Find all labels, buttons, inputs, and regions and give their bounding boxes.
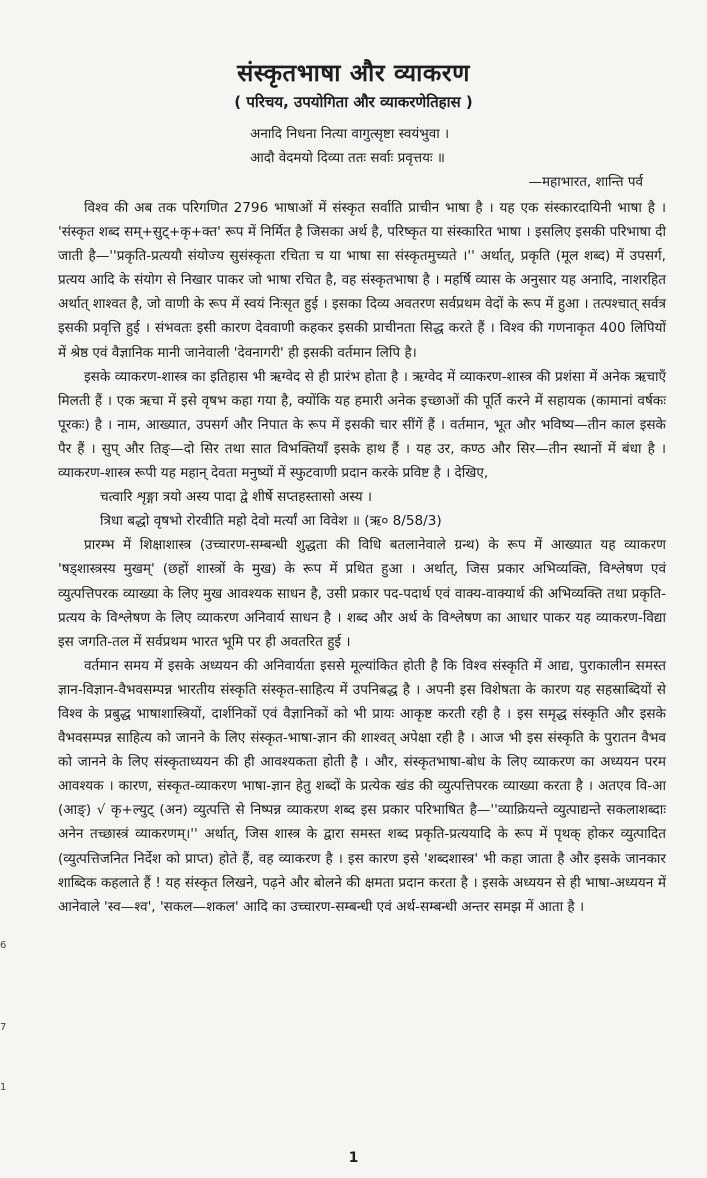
verse-source: —महाभारत, शान्ति पर्व: [528, 174, 643, 190]
page-title: संस्कृतभाषा और व्याकरण: [237, 59, 470, 87]
rigveda-quote-line-2: त्रिधा बद्धो वृषभो रोरवीति महो देवो मर्त्यां आ विवेश ॥ (ऋ० 8/58/3): [100, 513, 442, 530]
page-subtitle: ( परिचय, उपयोगिता और व्याकरणेतिहास ): [234, 93, 473, 111]
paragraph: वर्तमान समय में इसके अध्ययन की अनिवार्यता इससे मूल्यांकित होती है कि विश्व संस्कृति में आद्य, पुराकालीन समस्त ज्ञान-विज्ञान-वैभवसम्पन्न भारतीय संस्कृति संस्कृत-साहित्य में उपनिबद्ध है । अपनी इस विशेषता के कारण यह सहस्राब्दियों से विश्व के प्रबुद्ध भाषाशास्त्रियों, दार्शनिकों एवं वैज्ञानिकों को भी प्रायः आकृष्ट करती रही है । इस समृद्ध संस्कृति और इसके वैभवसम्पन्न साहित्य को जानने के लिए संस्कृत-भाषा-ज्ञान की शाश्वत्‌ अपेक्षा रही है । आज भी इस संस्कृति के पुरातन वैभव को जानने के लिए संस्कृताध्ययन की ही आवश्यकता होती है । और, संस्कृतभाषा-बोध के लिए व्याकरण का अध्ययन परम आवश्यक । कारण, संस्कृत-व्याकरण भाषा-ज्ञान हेतु शब्दों के प्रत्येक खंड की व्युत्पत्तिपरक व्याख्या करता है । अतएव वि-आ (आङ्‌) √ कृ+ल्युट्‌ (अन) व्युत्पत्ति से निष्पन्न व्याकरण शब्द इस प्रकार परिभाषित है—''व्याक्रियन्ते व्युत्पाद्यन्ते सकलाशब्दाः अनेन तच्छास्त्रं व्याकरणम्‌।'' अर्थात्, जिस शास्त्र के द्वारा समस्त शब्द प्रकृति-प्रत्ययादि के रूप में पृथक्‌ होकर व्युत्पादित (व्युत्पत्तिजनित निर्देश को प्राप्त) होते हैं, वह व्याकरण है । इस कारण इसे 'शब्दशास्त्र' भी कहा जाता है और इसके जानकार शाब्दिक कहलाते हैं ! यह संस्कृत लिखने, पढ़ने और बोलने की क्षमता प्रदान करता है । इसके अध्ययन से ही भाषा-अध्ययन में आनेवाले 'स्व—श्व', 'सकल—शकल' आदि का उच्चारण-सम्बन्धी एवं अर्थ-सम्बन्धी अन्तर समझ में आता है ।: [58, 657, 666, 915]
body-text: [58, 196, 666, 919]
rigveda-quote-line-1: चत्वारि शृङ्गा त्रयो अस्य पादा द्वे शीर्षे सप्तहस्तासो अस्य ।: [100, 489, 373, 506]
margin-mark: 1: [0, 1082, 7, 1093]
paragraph: विश्व की अब तक परिगणित 2796 भाषाओं में संस्कृत सर्वाति प्राचीन भाषा है । यह एक संस्कारदायिनी भाषा है । 'संस्कृत शब्द सम्‌+सुट्‌+कृ+क्त' रूप में निर्मित है जिसका अर्थ है, परिष्कृत या संस्कारित भाषा । इसलिए इसकी परिभाषा दी जाती है—''प्रकृति-प्रत्ययौ संयोज्य सुसंस्कृता रचिता च या भाषा सा संस्कृतमुच्यते ।'' अर्थात्, प्रकृति (मूल शब्द) में उपसर्ग, प्रत्यय आदि के संयोग से निखार पाकर जो भाषा रचित है, वह संस्कृतभाषा है । महर्षि व्यास के अनुसार यह अनादि, नाशरहित अर्थात् शाश्वत है, जो वाणी के रूप में स्वयं निःसृत हुई । इसका दिव्य अवतरण सर्वप्रथम वेदों के रूप में हुआ । तत्पश्चात् सर्वत्र इसकी प्रवृत्ति हुई । संभवतः इसी कारण देववाणी कहकर इसकी प्राचीनता सिद्ध करते हैं । विश्व की गणनाकृत 400 लिपियों में श्रेष्ठ एवं वैज्ञानिक मानी जानेवाली 'देवनागरी' ही इसकी वर्तमान लिपि है।: [58, 200, 666, 361]
margin-mark: 6: [0, 940, 7, 951]
margin-mark: 7: [0, 1022, 7, 1033]
verse-line-2: आदौ वेदमयो दिव्या ततः सर्वाः प्रवृत्तयः ॥: [250, 150, 446, 166]
paragraph: इसके व्याकरण-शास्त्र का इतिहास भी ऋग्वेद से ही प्रारंभ होता है । ऋग्वेद में व्याकरण-शास्त्र की प्रशंसा में अनेक ऋचाएँ मिलती हैं । एक ऋचा में इसे वृषभ कहा गया है, क्योंकि यह हमारी अनेक इच्छाओं की पूर्ति करने में सहायक (कामानां वर्षकः पूरकः) है । नाम, आख्यात, उपसर्ग और निपात के रूप में इसकी चार सींगें हैं । वर्तमान, भूत और भविष्य—तीन काल इसके पैर हैं । सुप्‌ और तिङ्‌—दो सिर तथा सात विभक्तियाँ इसके हाथ हैं । यह उर, कण्ठ और सिर—तीन स्थानों में बंधा है । व्याकरण-शास्त्र रूपी यह महान्‌ देवता मनुष्यों में स्फुटवाणी प्रदान करके प्रविष्ट है । देखिए,: [58, 368, 666, 482]
paragraph: प्रारम्भ में शिक्षाशास्त्र (उच्चारण-सम्बन्धी शुद्धता की विधि बतलानेवाले ग्रन्थ) के रूप में आख्यात यह व्याकरण 'षड्‌शास्त्रस्य मुखम्‌' (छहों शास्त्रों के मुख) के रूप में प्रथित हुआ । अर्थात्, जिस प्रकार अभिव्यक्ति, विश्लेषण एवं व्युत्पत्तिपरक व्याख्या के लिए मुख आवश्यक साधन है, उसी प्रकार पद-पदार्थ एवं वाक्य-वाक्यार्थ की अभिव्यक्ति तथा प्रकृति-प्रत्यय के विश्लेषण के लिए व्याकरण अनिवार्य साधन है । शब्द और अर्थ के विश्लेषण का आधार पाकर यह व्याकरण-विद्या इस जगति-तल में सर्वप्रथम भारत भूमि पर ही अवतरित हुई ।: [58, 537, 666, 650]
verse-line-1: अनादि निधना नित्या वागुत्सृष्टा स्वयंभुवा ।: [250, 126, 450, 142]
page-number: 1: [348, 1150, 359, 1166]
